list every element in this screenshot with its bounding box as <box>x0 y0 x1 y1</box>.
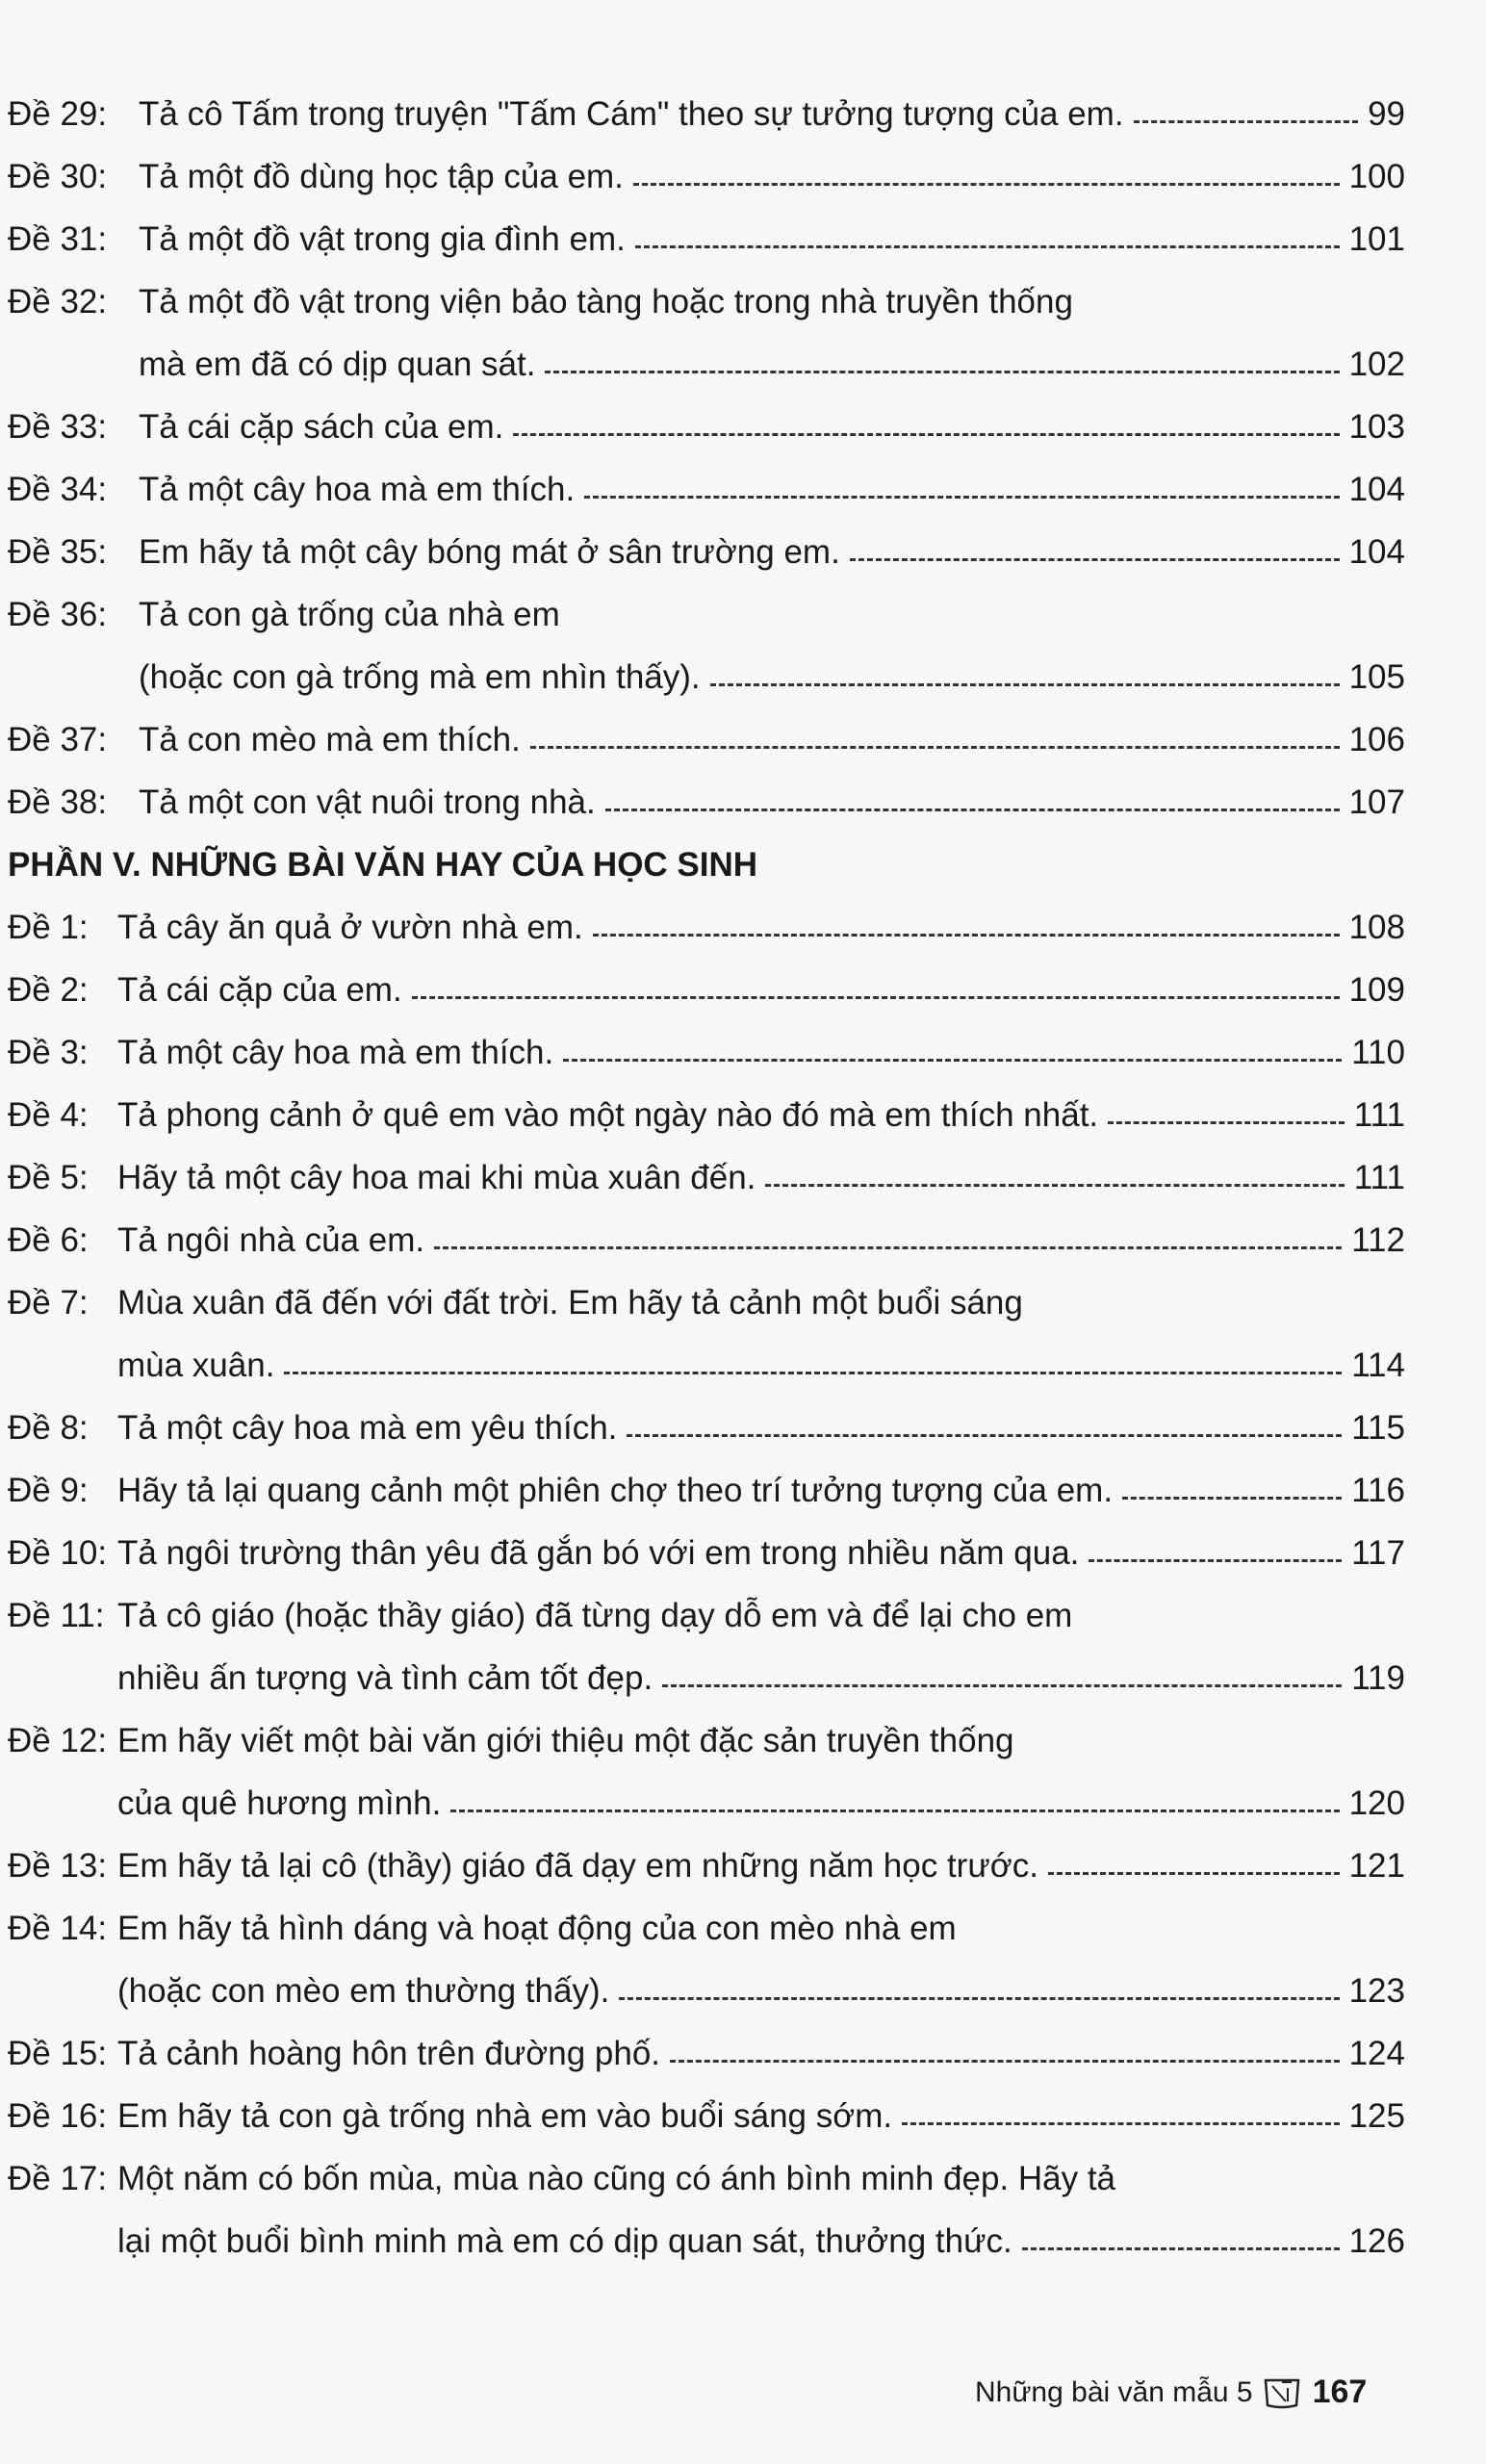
entry-page-number: 119 <box>1351 1658 1405 1697</box>
toc-line <box>8 646 1405 708</box>
toc-entry[interactable] <box>8 521 1405 583</box>
entry-label: Đề 31: <box>8 219 108 258</box>
entry-title: Tả con mèo mà em thích. <box>139 720 521 758</box>
entry-title: Tả cái cặp sách của em. <box>139 407 504 446</box>
toc-line <box>8 1397 1405 1459</box>
entry-page-number: 111 <box>1353 1158 1405 1196</box>
toc-line <box>8 458 1405 521</box>
toc-entry[interactable] <box>8 396 1405 458</box>
table-of-contents <box>8 83 1405 2272</box>
entry-page-number: 100 <box>1348 157 1405 195</box>
entry-title: mùa xuân. <box>117 1346 275 1384</box>
entry-title: Tả cô giáo (hoặc thầy giáo) đã từng dạy dỗ em và để lại cho em <box>117 1596 1073 1634</box>
toc-line <box>8 896 1405 959</box>
entry-title: Mùa xuân đã đến với đất trời. Em hãy tả cảnh một buổi sáng <box>117 1283 1023 1322</box>
entry-page-number: 106 <box>1348 720 1405 758</box>
toc-line <box>8 208 1405 270</box>
entry-title: Tả ngôi trường thân yêu đã gắn bó với em trong nhiều năm qua. <box>117 1533 1080 1572</box>
toc-entry[interactable] <box>8 2147 1405 2272</box>
entry-page-number: 103 <box>1348 407 1405 446</box>
dot-leader <box>710 683 1340 686</box>
entry-page-number: 116 <box>1351 1471 1405 1509</box>
dot-leader <box>670 2060 1340 2063</box>
page-footer <box>975 2374 1367 2411</box>
entry-label: Đề 14: <box>8 1909 108 1947</box>
toc-line <box>8 1271 1405 1334</box>
entry-page-number: 105 <box>1348 657 1405 696</box>
entry-title: Em hãy tả một cây bóng mát ở sân trường em. <box>139 532 840 571</box>
entry-title: Hãy tả một cây hoa mai khi mùa xuân đến. <box>117 1158 756 1196</box>
toc-entry[interactable] <box>8 896 1405 959</box>
entry-page-number: 109 <box>1348 970 1405 1009</box>
dot-leader <box>563 1059 1342 1062</box>
toc-entry[interactable] <box>8 83 1405 145</box>
dot-leader <box>902 2122 1340 2125</box>
dot-leader <box>593 934 1340 937</box>
toc-line <box>8 1084 1405 1146</box>
entry-title: Tả con gà trống của nhà em <box>139 595 560 633</box>
toc-entry[interactable] <box>8 583 1405 708</box>
toc-entry[interactable] <box>8 1459 1405 1522</box>
entry-page-number: 115 <box>1351 1408 1405 1447</box>
dot-leader <box>513 433 1339 436</box>
toc-line <box>8 1021 1405 1084</box>
dot-leader <box>1089 1559 1342 1562</box>
entry-label: Đề 10: <box>8 1533 108 1572</box>
book-logo-icon <box>1263 2376 1301 2409</box>
toc-line <box>8 1709 1405 1772</box>
toc-entry[interactable] <box>8 1271 1405 1397</box>
dot-leader <box>1022 2247 1340 2250</box>
toc-line <box>8 1584 1405 1647</box>
entry-page-number: 107 <box>1348 783 1405 821</box>
entry-title: mà em đã có dịp quan sát. <box>139 345 536 383</box>
toc-line <box>8 771 1405 834</box>
toc-line <box>8 959 1405 1021</box>
dot-leader <box>412 996 1340 999</box>
toc-entry[interactable] <box>8 1897 1405 2022</box>
toc-line <box>8 1897 1405 1960</box>
toc-line <box>8 1647 1405 1709</box>
entry-page-number: 108 <box>1348 908 1405 946</box>
toc-line <box>8 1459 1405 1522</box>
toc-entry[interactable] <box>8 2022 1405 2085</box>
entry-label: Đề 35: <box>8 532 108 571</box>
dot-leader <box>545 371 1339 373</box>
toc-entry[interactable] <box>8 270 1405 396</box>
dot-leader <box>633 183 1340 186</box>
toc-line <box>8 521 1405 583</box>
dot-leader <box>1122 1497 1342 1500</box>
entry-page-number: 123 <box>1348 1971 1405 2010</box>
entry-label: Đề 8: <box>8 1408 89 1447</box>
entry-title: Tả cô Tấm trong truyện "Tấm Cám" theo sự tưởng tượng của em. <box>139 94 1124 133</box>
toc-entry[interactable] <box>8 1084 1405 1146</box>
dot-leader <box>1048 1872 1340 1875</box>
dot-leader <box>530 746 1340 749</box>
toc-entry[interactable] <box>8 959 1405 1021</box>
entry-title: Tả một cây hoa mà em thích. <box>139 470 576 508</box>
entry-title: Em hãy tả lại cô (thầy) giáo đã dạy em những năm học trước. <box>117 1846 1038 1885</box>
toc-entry[interactable] <box>8 771 1405 834</box>
toc-line <box>8 2022 1405 2085</box>
dot-leader <box>619 1997 1339 2000</box>
entry-title: Tả một cây hoa mà em yêu thích. <box>117 1408 618 1447</box>
toc-entry[interactable] <box>8 1522 1405 1584</box>
entry-page-number: 117 <box>1351 1533 1405 1572</box>
entry-title: (hoặc con mèo em thường thấy). <box>117 1971 610 2010</box>
entry-page-number: 99 <box>1368 94 1405 133</box>
entry-label: Đề 37: <box>8 720 108 758</box>
toc-entry[interactable] <box>8 1021 1405 1084</box>
entry-label: Đề 16: <box>8 2096 108 2135</box>
entry-page-number: 114 <box>1351 1346 1405 1384</box>
entry-label: Đề 5: <box>8 1158 89 1196</box>
entry-label: Đề 36: <box>8 595 108 633</box>
entry-label: Đề 17: <box>8 2159 108 2197</box>
entry-page-number: 120 <box>1348 1784 1405 1822</box>
entry-label: Đề 9: <box>8 1471 89 1509</box>
entry-page-number: 101 <box>1348 219 1405 258</box>
entry-title: Tả phong cảnh ở quê em vào một ngày nào đó mà em thích nhất. <box>117 1095 1099 1134</box>
book-title: Những bài văn mẫu 5 <box>975 2375 1253 2408</box>
toc-entry[interactable] <box>8 1146 1405 1209</box>
entry-title: Tả một đồ vật trong viện bảo tàng hoặc trong nhà truyền thống <box>139 282 1073 321</box>
toc-line <box>8 708 1405 771</box>
page-number: 167 <box>1312 2374 1368 2410</box>
entry-label: Đề 38: <box>8 783 108 821</box>
dot-leader <box>284 1372 1342 1374</box>
dot-leader <box>627 1434 1342 1437</box>
entry-label: Đề 34: <box>8 470 108 508</box>
dot-leader <box>1134 120 1359 123</box>
toc-line <box>8 2085 1405 2147</box>
toc-line <box>8 1209 1405 1271</box>
toc-line <box>8 1960 1405 2022</box>
toc-line <box>8 583 1405 646</box>
entry-title: Em hãy tả con gà trống nhà em vào buổi sáng sớm. <box>117 2096 893 2135</box>
entry-title: Tả một con vật nuôi trong nhà. <box>139 783 596 821</box>
entry-label: Đề 29: <box>8 94 108 133</box>
entry-title: Em hãy tả hình dáng và hoạt động của con mèo nhà em <box>117 1909 957 1947</box>
entry-label: Đề 7: <box>8 1283 89 1322</box>
toc-line <box>8 2147 1405 2210</box>
toc-entry[interactable] <box>8 1709 1405 1835</box>
entry-label: Đề 33: <box>8 407 108 446</box>
entry-title: (hoặc con gà trống mà em nhìn thấy). <box>139 657 701 696</box>
entry-page-number: 111 <box>1353 1095 1405 1134</box>
toc-entry[interactable] <box>8 1397 1405 1459</box>
entry-title: Một năm có bốn mùa, mùa nào cũng có ánh bình minh đẹp. Hãy tả <box>117 2159 1116 2197</box>
entry-label: Đề 11: <box>8 1596 105 1634</box>
entry-label: Đề 3: <box>8 1033 89 1071</box>
entry-title: Hãy tả lại quang cảnh một phiên chợ theo trí tưởng tượng của em. <box>117 1471 1114 1509</box>
toc-line <box>8 1334 1405 1397</box>
entry-title: Em hãy viết một bài văn giới thiệu một đặc sản truyền thống <box>117 1721 1014 1759</box>
toc-line <box>8 83 1405 145</box>
toc-line <box>8 270 1405 333</box>
entry-page-number: 104 <box>1348 470 1405 508</box>
entry-label: Đề 4: <box>8 1095 89 1134</box>
toc-line <box>8 2210 1405 2272</box>
dot-leader <box>605 808 1340 811</box>
entry-page-number: 121 <box>1348 1846 1405 1885</box>
toc-entry[interactable] <box>8 1209 1405 1271</box>
dot-leader <box>635 245 1340 248</box>
entry-label: Đề 12: <box>8 1721 108 1759</box>
entry-title: Tả cây ăn quả ở vườn nhà em. <box>117 908 583 946</box>
toc-line <box>8 333 1405 396</box>
toc-entry[interactable] <box>8 458 1405 521</box>
entry-title: nhiều ấn tượng và tình cảm tốt đẹp. <box>117 1658 653 1697</box>
toc-entry[interactable] <box>8 2085 1405 2147</box>
entry-page-number: 102 <box>1348 345 1405 383</box>
toc-line <box>8 1522 1405 1584</box>
dot-leader <box>850 558 1340 561</box>
toc-line <box>8 1772 1405 1835</box>
entry-title: Tả ngôi nhà của em. <box>117 1220 425 1259</box>
entry-page-number: 110 <box>1351 1033 1405 1071</box>
entry-page-number: 124 <box>1348 2034 1405 2072</box>
entry-label: Đề 15: <box>8 2034 108 2072</box>
toc-entry[interactable] <box>8 1584 1405 1709</box>
entry-label: Đề 30: <box>8 157 108 195</box>
toc-line <box>8 1146 1405 1209</box>
entry-title: lại một buổi bình minh mà em có dịp quan sát, thưởng thức. <box>117 2221 1012 2260</box>
entry-label: Đề 13: <box>8 1846 108 1885</box>
entry-page-number: 112 <box>1351 1220 1405 1259</box>
entry-label: Đề 2: <box>8 970 89 1009</box>
dot-leader <box>434 1246 1342 1249</box>
toc-line <box>8 396 1405 458</box>
entry-title: của quê hương mình. <box>117 1784 442 1822</box>
entry-label: Đề 32: <box>8 282 108 321</box>
entry-label: Đề 6: <box>8 1220 89 1259</box>
entry-label: Đề 1: <box>8 908 89 946</box>
entry-page-number: 125 <box>1348 2096 1405 2135</box>
toc-line <box>8 1835 1405 1897</box>
toc-entry[interactable] <box>8 208 1405 270</box>
dot-leader <box>584 496 1339 499</box>
dot-leader <box>1108 1121 1345 1124</box>
section-heading: PHẦN V. NHỮNG BÀI VĂN HAY CỦA HỌC SINH <box>8 845 758 884</box>
entry-title: Tả cái cặp của em. <box>117 970 402 1009</box>
entry-title: Tả một đồ dùng học tập của em. <box>139 157 624 195</box>
toc-entry[interactable] <box>8 1835 1405 1897</box>
entry-title: Tả một cây hoa mà em thích. <box>117 1033 554 1071</box>
entry-page-number: 126 <box>1348 2221 1405 2260</box>
toc-line <box>8 145 1405 208</box>
entry-page-number: 104 <box>1348 532 1405 571</box>
dot-leader <box>662 1684 1342 1687</box>
dot-leader <box>450 1810 1339 1812</box>
entry-title: Tả một đồ vật trong gia đình em. <box>139 219 626 258</box>
dot-leader <box>765 1184 1344 1187</box>
toc-entry[interactable] <box>8 708 1405 771</box>
toc-entry[interactable] <box>8 145 1405 208</box>
entry-title: Tả cảnh hoàng hôn trên đường phố. <box>117 2034 661 2072</box>
